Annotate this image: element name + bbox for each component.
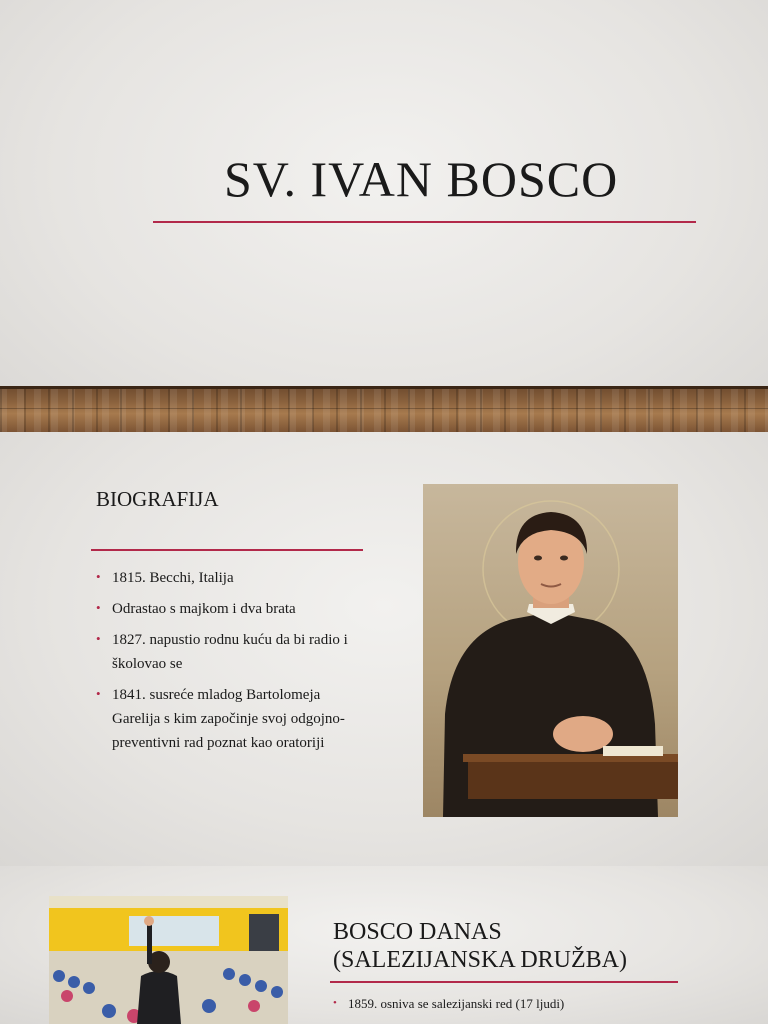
- slide-title: SV. IVAN BOSCO: [224, 151, 619, 207]
- list-item: • Odrastao s majkom i dva brata: [96, 597, 366, 621]
- bosco-today-underline: [330, 981, 678, 983]
- portrait-image: [423, 484, 678, 817]
- bosco-today-heading: [333, 918, 627, 974]
- heading-line: (SALEZIJANSKA DRUŽBA): [333, 947, 627, 973]
- list-item: • 1841. susreće mladog Bartolomeja Garelija s kim započinje svoj odgojno-preventivni rad poznat kao oratoriji: [96, 683, 366, 755]
- classroom-illustration: [49, 896, 288, 1024]
- biography-heading: BIOGRAFIJA: [96, 487, 219, 511]
- list-item: • 1827. napustio rodnu kuću da bi radio i školovao se: [96, 628, 366, 676]
- title-underline: [153, 221, 696, 223]
- list-item: • 1815. Becchi, Italija: [96, 566, 366, 590]
- classroom-photo: [49, 896, 288, 1024]
- heading-line: BOSCO DANAS: [333, 919, 502, 945]
- bosco-today-slide: [0, 866, 768, 1024]
- portrait-illustration: [423, 484, 678, 817]
- biography-slide: [0, 432, 768, 866]
- bosco-today-list: [333, 994, 564, 1014]
- wood-floor-decoration: [0, 386, 768, 432]
- title-slide: [0, 0, 768, 432]
- biography-list: [96, 566, 366, 762]
- list-item: • 1859. osniva se salezijanski red (17 ljudi): [333, 994, 564, 1014]
- biography-underline: [91, 549, 363, 551]
